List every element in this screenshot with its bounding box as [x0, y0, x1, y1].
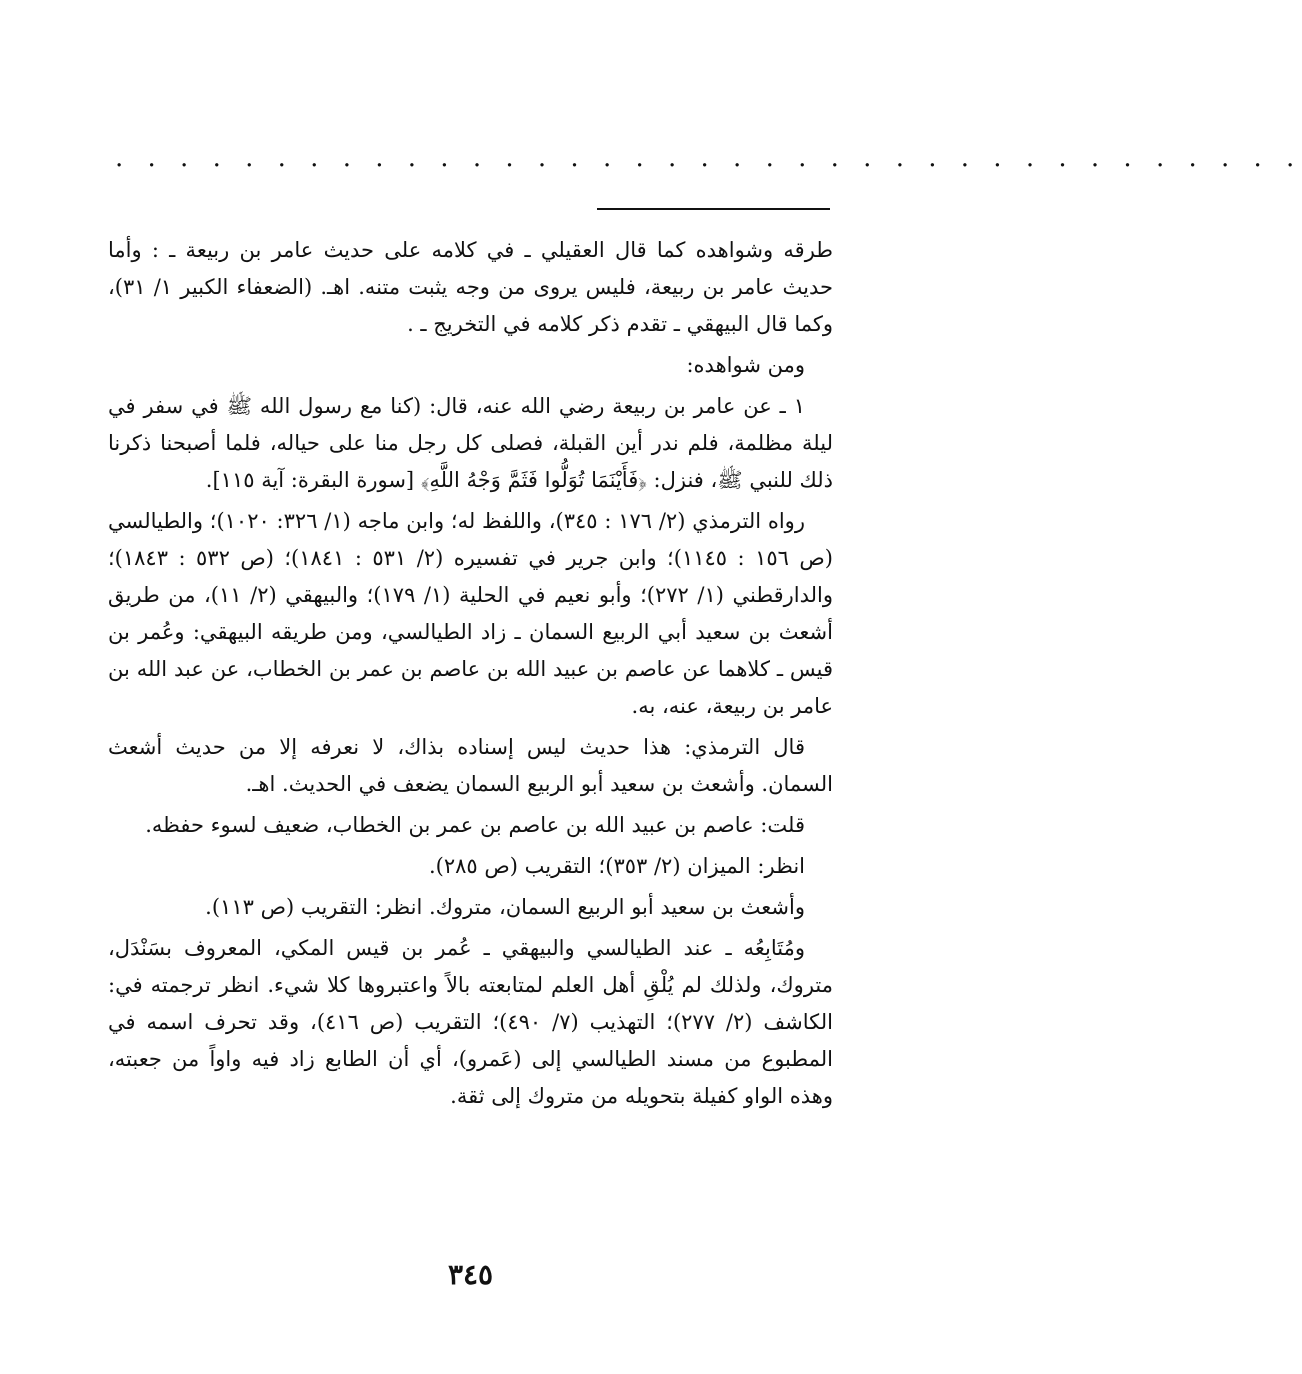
paragraph-asim-note: قلت: عاصم بن عبيد الله بن عاصم بن عمر بن الخطاب، ضعيف لسوء حفظه.: [145, 813, 805, 837]
paragraph-ashath-note: وأشعث بن سعيد أبو الربيع السمان، متروك. انظر: التقريب (ص ١١٣).: [205, 895, 805, 919]
dotted-separator: . . . . . . . . . . . . . . . . . . . . . . . . . . . . . . . . . . . . .: [115, 143, 1302, 173]
paragraph-hadith: ١ ـ عن عامر بن ربيعة رضي الله عنه، قال: (كنا مع رسول الله ﷺ في سفر في ليلة مظلمة، فلم ندر أين القبلة، فصلى كل رجل منا على حياله، فلما أصبحنا ذكرنا ذلك للنبي ﷺ، فنزل: ﴿فَأَيْنَمَا تُوَلُّوا فَثَمَّ وَجْهُ اللَّهِ﴾ [سورة البقرة: آية ١١٥].: [108, 394, 833, 492]
page-number: ٣٤٥: [447, 1258, 494, 1291]
paragraph-mutabi-note: ومُتَابِعُه ـ عند الطيالسي والبيهقي ـ عُمر بن قيس المكي، المعروف بسَنْدَل، متروك، ولذلك لم يُلْقِ أهل العلم لمتابعته بالاً واعتبروها كلا شيء. انظر ترجمته في: الكاشف (٢/ ٢٧٧)؛ التهذيب (٧/ ٤٩٠)؛ التقريب (ص ٤١٦)، وقد تحرف اسمه في المطبوع من مسند الطيالسي إلى (عَمرو)، أي أن الطابع زاد فيه واواً من جعبته، وهذه الواو كفيلة بتحويله من متروك إلى ثقة.: [108, 936, 833, 1108]
paragraph-takhrij: رواه الترمذي (٢/ ١٧٦ : ٣٤٥)، واللفظ له؛ وابن ماجه (١/ ٣٢٦: ١٠٢٠)؛ والطيالسي (ص ١٥٦ : ١١٤٥)؛ وابن جرير في تفسيره (٢/ ٥٣١ : ١٨٤١)؛ (ص ٥٣٢ : ١٨٤٣)؛ والدارقطني (١/ ٢٧٢)؛ وأبو نعيم في الحلية (١/ ١٧٩)؛ والبيهقي (٢/ ١١)، من طريق أشعث بن سعيد أبي الربيع السمان ـ زاد الطيالسي، ومن طريقه البيهقي: وعُمر بن قيس ـ كلاهما عن عاصم بن عبيد الله بن عاصم بن عمر بن الخطاب، عن عبد الله بن عامر بن ربيعة، عنه، به.: [108, 509, 833, 718]
footnote-text: [108, 232, 833, 1119]
paragraph-asim-reference: انظر: الميزان (٢/ ٣٥٣)؛ التقريب (ص ٢٨٥).: [428, 854, 805, 878]
paragraph-intro: طرقه وشواهده كما قال العقيلي ـ في كلامه على حديث عامر بن ربيعة ـ : وأما حديث عامر بن ربيعة، فليس يروى من وجه يثبت متنه. اهـ. (الضعفاء الكبير ١/ ٣١)، وكما قال البيهقي ـ تقدم ذكر كلامه في التخريج ـ .: [108, 238, 833, 336]
paragraph-shawahid-heading: ومن شواهده:: [686, 353, 805, 377]
footnote-rule: [597, 208, 830, 210]
paragraph-tirmidhi-quote: قال الترمذي: هذا حديث ليس إسناده بذاك، لا نعرفه إلا من حديث أشعث السمان. وأشعث بن سعيد أبو الربيع السمان يضعف في الحديث. اهـ.: [108, 735, 833, 796]
